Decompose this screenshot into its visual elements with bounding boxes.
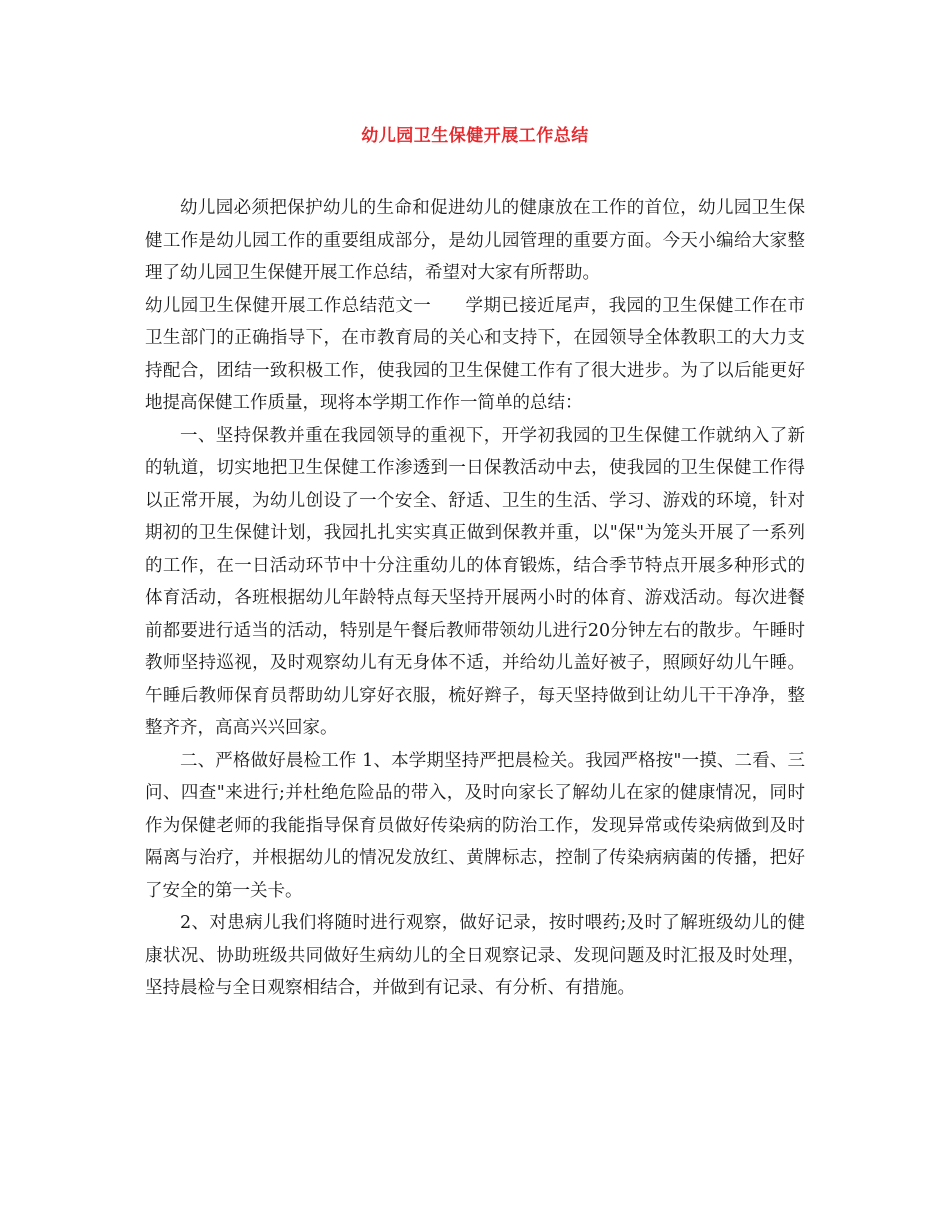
- point-two-sub-paragraph: 2、对患病儿我们将随时进行观察，做好记录，按时喂药;及时了解班级幼儿的健康状况、协助班级共同做好生病幼儿的全日观察记录、发现问题及时汇报及时处理，坚持晨检与全日观察相结合，并做到有记录、有分析、有措施。: [145, 913, 805, 998]
- section-intro-text: 学期已接近尾声，我园的卫生保健工作在市卫生部门的正确指导下，在市教育局的关心和支持下，在园领导全体教职工的大力支持配合，团结一致积极工作，使我园的卫生保健工作有了很大进步。为了以后能更好地提高保健工作质量，现将本学期工作作一简单的总结：: [145, 295, 805, 413]
- intro-paragraph: 幼儿园必须把保护幼儿的生命和促进幼儿的健康放在工作的首位，幼儿园卫生保健工作是幼儿园工作的重要组成部分，是幼儿园管理的重要方面。今天小编给大家整理了幼儿园卫生保健开展工作总结，希望对大家有所帮助。: [145, 198, 805, 283]
- point-two-paragraph: 二、严格做好晨检工作 1、本学期坚持严把晨检关。我园严格按"一摸、二看、三问、四查"来进行;并杜绝危险品的带入，及时向家长了解幼儿在家的健康情况，同时作为保健老师的我能指导保育员做好传染病的防治工作，发现异常或传染病做到及时隔离与治疗，并根据幼儿的情况发放红、黄牌标志，控制了传染病病菌的传播，把好了安全的第一关卡。: [145, 750, 805, 901]
- section-label: 幼儿园卫生保健开展工作总结范文一: [145, 295, 432, 316]
- document-body: [145, 192, 805, 1005]
- point-one-paragraph: 一、坚持保教并重在我园领导的重视下，开学初我园的卫生保健工作就纳入了新的轨道，切实地把卫生保健工作渗透到一日保教活动中去，使我园的卫生保健工作得以正常开展，为幼儿创设了一个安全、舒适、卫生的生活、学习、游戏的环境，针对期初的卫生保健计划，我园扎扎实实真正做到保教并重，以"保"为笼头开展了一系列的工作，在一日活动环节中十分注重幼儿的体育锻炼，结合季节特点开展多种形式的体育活动，各班根据幼儿年龄特点每天坚持开展两小时的体育、游戏活动。每次进餐前都要进行适当的活动，特别是午餐后教师带领幼儿进行20分钟左右的散步。午睡时教师坚持巡视，及时观察幼儿有无身体不适，并给幼儿盖好被子，照顾好幼儿午睡。午睡后教师保育员帮助幼儿穿好衣服，梳好辫子，每天坚持做到让幼儿干干净净，整整齐齐，高高兴兴回家。: [145, 425, 805, 738]
- document-title: 幼儿园卫生保健开展工作总结: [361, 126, 589, 146]
- section-paragraph: [145, 290, 805, 420]
